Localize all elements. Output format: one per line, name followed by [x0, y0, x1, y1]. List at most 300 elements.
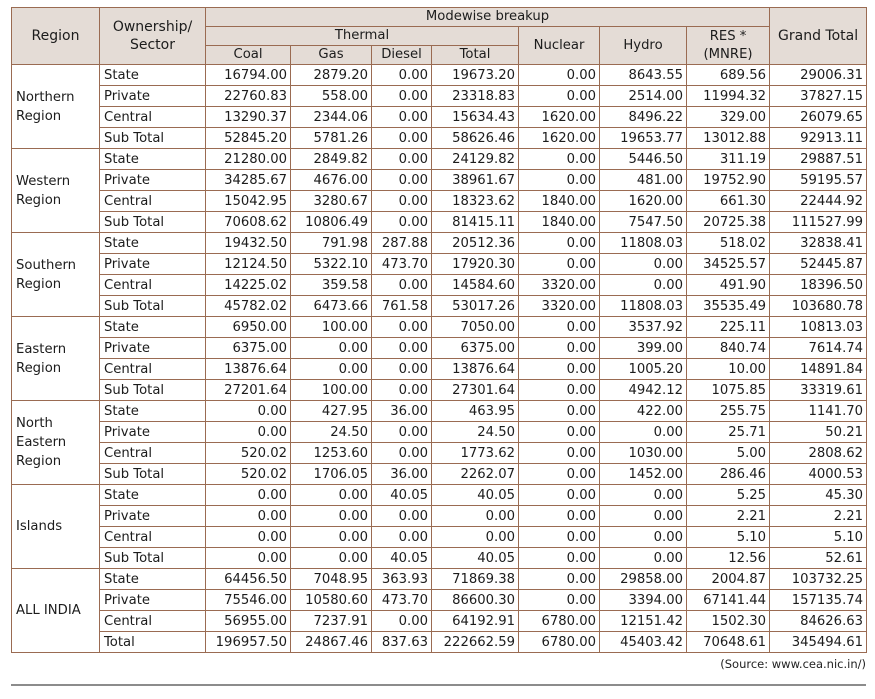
hydro-cell: 5446.50: [600, 149, 687, 170]
res-cell: 518.02: [687, 233, 770, 254]
table-header: [12, 8, 867, 65]
thermal-total-cell: 222662.59: [432, 632, 519, 653]
res-cell: 12.56: [687, 548, 770, 569]
thermal-total-cell: 40.05: [432, 485, 519, 506]
nuclear-cell: 0.00: [519, 548, 600, 569]
res-cell: 34525.57: [687, 254, 770, 275]
table-row: [12, 170, 867, 191]
coal-cell: 520.02: [206, 443, 291, 464]
diesel-cell: 0.00: [372, 128, 432, 149]
thermal-total-cell: 71869.38: [432, 569, 519, 590]
table-row: [12, 464, 867, 485]
res-cell: 10.00: [687, 359, 770, 380]
diesel-cell: 0.00: [372, 107, 432, 128]
table-row: [12, 296, 867, 317]
table-row: [12, 86, 867, 107]
nuclear-cell: 0.00: [519, 149, 600, 170]
modewise-breakup-header: Modewise breakup: [206, 8, 770, 27]
sector-cell: Central: [100, 611, 206, 632]
res-cell: 70648.61: [687, 632, 770, 653]
grand-total-cell: 5.10: [770, 527, 867, 548]
hydro-cell: 29858.00: [600, 569, 687, 590]
res-cell: 1502.30: [687, 611, 770, 632]
sector-cell: State: [100, 149, 206, 170]
gas-cell: 0.00: [291, 506, 372, 527]
diesel-cell: 0.00: [372, 191, 432, 212]
res-cell: 255.75: [687, 401, 770, 422]
sector-cell: State: [100, 569, 206, 590]
thermal-total-header: Total: [432, 46, 519, 65]
sector-cell: Central: [100, 275, 206, 296]
diesel-cell: 0.00: [372, 65, 432, 86]
coal-cell: 56955.00: [206, 611, 291, 632]
gas-cell: 24867.46: [291, 632, 372, 653]
diesel-cell: 36.00: [372, 464, 432, 485]
thermal-header: Thermal: [206, 27, 519, 46]
region-name-cell: Eastern Region: [12, 317, 100, 401]
coal-cell: 6375.00: [206, 338, 291, 359]
hydro-cell: 481.00: [600, 170, 687, 191]
gas-cell: 0.00: [291, 338, 372, 359]
table-row: [12, 548, 867, 569]
table-row: [12, 233, 867, 254]
diesel-cell: 0.00: [372, 443, 432, 464]
thermal-total-cell: 40.05: [432, 548, 519, 569]
sector-cell: Sub Total: [100, 464, 206, 485]
table-row: [12, 149, 867, 170]
diesel-cell: 0.00: [372, 275, 432, 296]
res-cell: 661.30: [687, 191, 770, 212]
region-name-cell: Islands: [12, 485, 100, 569]
thermal-total-cell: 24129.82: [432, 149, 519, 170]
res-mnre-label: RES * (MNRE): [703, 28, 753, 62]
gas-cell: 558.00: [291, 86, 372, 107]
res-cell: 2004.87: [687, 569, 770, 590]
nuclear-cell: 0.00: [519, 338, 600, 359]
diesel-cell: 837.63: [372, 632, 432, 653]
coal-cell: 34285.67: [206, 170, 291, 191]
res-cell: 5.10: [687, 527, 770, 548]
coal-cell: 21280.00: [206, 149, 291, 170]
table-row: [12, 65, 867, 86]
hydro-cell: 3394.00: [600, 590, 687, 611]
grand-total-cell: 92913.11: [770, 128, 867, 149]
coal-cell: 0.00: [206, 506, 291, 527]
installed-capacity-table: [11, 7, 867, 653]
nuclear-cell: 0.00: [519, 422, 600, 443]
grand-total-cell: 157135.74: [770, 590, 867, 611]
diesel-cell: 0.00: [372, 359, 432, 380]
table-row: [12, 359, 867, 380]
gas-cell: 100.00: [291, 380, 372, 401]
gas-cell: 0.00: [291, 527, 372, 548]
grand-total-header: Grand Total: [770, 8, 867, 65]
gas-header: Gas: [291, 46, 372, 65]
grand-total-cell: 1141.70: [770, 401, 867, 422]
sector-cell: Private: [100, 422, 206, 443]
region-name-cell: North Eastern Region: [12, 401, 100, 485]
hydro-cell: 1620.00: [600, 191, 687, 212]
diesel-cell: 36.00: [372, 401, 432, 422]
table-row: [12, 107, 867, 128]
coal-cell: 0.00: [206, 485, 291, 506]
diesel-cell: 363.93: [372, 569, 432, 590]
coal-cell: 6950.00: [206, 317, 291, 338]
thermal-total-cell: 2262.07: [432, 464, 519, 485]
hydro-cell: 7547.50: [600, 212, 687, 233]
grand-total-cell: 59195.57: [770, 170, 867, 191]
table-row: [12, 527, 867, 548]
thermal-total-cell: 15634.43: [432, 107, 519, 128]
nuclear-cell: 0.00: [519, 443, 600, 464]
nuclear-cell: 0.00: [519, 86, 600, 107]
sector-cell: Central: [100, 191, 206, 212]
table-row: [12, 212, 867, 233]
hydro-cell: 399.00: [600, 338, 687, 359]
diesel-cell: 0.00: [372, 380, 432, 401]
table-row: [12, 569, 867, 590]
grand-total-cell: 2808.62: [770, 443, 867, 464]
diesel-header: Diesel: [372, 46, 432, 65]
nuclear-cell: 0.00: [519, 527, 600, 548]
region-name-cell: Southern Region: [12, 233, 100, 317]
gas-cell: 791.98: [291, 233, 372, 254]
grand-total-cell: 84626.63: [770, 611, 867, 632]
grand-total-cell: 29887.51: [770, 149, 867, 170]
table-row: [12, 380, 867, 401]
nuclear-cell: 6780.00: [519, 611, 600, 632]
nuclear-cell: 0.00: [519, 485, 600, 506]
thermal-total-cell: 7050.00: [432, 317, 519, 338]
region-header: Region: [12, 8, 100, 65]
sector-cell: State: [100, 401, 206, 422]
res-cell: 225.11: [687, 317, 770, 338]
diesel-cell: 40.05: [372, 548, 432, 569]
thermal-total-cell: 64192.91: [432, 611, 519, 632]
sector-cell: Central: [100, 359, 206, 380]
sector-cell: State: [100, 485, 206, 506]
grand-total-cell: 103680.78: [770, 296, 867, 317]
coal-cell: 13876.64: [206, 359, 291, 380]
hydro-cell: 45403.42: [600, 632, 687, 653]
res-cell: 491.90: [687, 275, 770, 296]
nuclear-cell: 3320.00: [519, 296, 600, 317]
thermal-total-cell: 20512.36: [432, 233, 519, 254]
table-row: [12, 401, 867, 422]
nuclear-cell: 0.00: [519, 359, 600, 380]
coal-cell: 12124.50: [206, 254, 291, 275]
coal-cell: 45782.02: [206, 296, 291, 317]
gas-cell: 0.00: [291, 485, 372, 506]
res-cell: 840.74: [687, 338, 770, 359]
table-row: [12, 254, 867, 275]
hydro-cell: 0.00: [600, 254, 687, 275]
thermal-total-cell: 13876.64: [432, 359, 519, 380]
grand-total-cell: 52445.87: [770, 254, 867, 275]
hydro-cell: 1452.00: [600, 464, 687, 485]
nuclear-cell: 0.00: [519, 401, 600, 422]
grand-total-cell: 45.30: [770, 485, 867, 506]
coal-cell: 520.02: [206, 464, 291, 485]
gas-cell: 427.95: [291, 401, 372, 422]
gas-cell: 10580.60: [291, 590, 372, 611]
diesel-cell: 0.00: [372, 611, 432, 632]
sector-cell: State: [100, 317, 206, 338]
sector-cell: Private: [100, 254, 206, 275]
thermal-total-cell: 18323.62: [432, 191, 519, 212]
thermal-total-cell: 24.50: [432, 422, 519, 443]
thermal-total-cell: 23318.83: [432, 86, 519, 107]
hydro-cell: 0.00: [600, 506, 687, 527]
gas-cell: 10806.49: [291, 212, 372, 233]
grand-total-cell: 37827.15: [770, 86, 867, 107]
hydro-cell: 1030.00: [600, 443, 687, 464]
grand-total-cell: 345494.61: [770, 632, 867, 653]
nuclear-cell: 0.00: [519, 380, 600, 401]
gas-cell: 359.58: [291, 275, 372, 296]
gas-cell: 7237.91: [291, 611, 372, 632]
res-cell: 20725.38: [687, 212, 770, 233]
thermal-total-cell: 81415.11: [432, 212, 519, 233]
res-cell: 311.19: [687, 149, 770, 170]
sector-cell: Private: [100, 338, 206, 359]
gas-cell: 5781.26: [291, 128, 372, 149]
res-cell: 286.46: [687, 464, 770, 485]
table-row: [12, 317, 867, 338]
thermal-total-cell: 86600.30: [432, 590, 519, 611]
nuclear-cell: 0.00: [519, 254, 600, 275]
region-name-cell: ALL INDIA: [12, 569, 100, 653]
nuclear-cell: 1840.00: [519, 212, 600, 233]
gas-cell: 0.00: [291, 548, 372, 569]
sector-cell: Sub Total: [100, 548, 206, 569]
diesel-cell: 287.88: [372, 233, 432, 254]
hydro-cell: 0.00: [600, 422, 687, 443]
source-note: (Source: www.cea.nic.in/): [720, 657, 866, 671]
res-cell: 11994.32: [687, 86, 770, 107]
grand-total-cell: 22444.92: [770, 191, 867, 212]
bottom-rule: [11, 684, 866, 686]
gas-cell: 7048.95: [291, 569, 372, 590]
sector-cell: State: [100, 233, 206, 254]
coal-cell: 15042.95: [206, 191, 291, 212]
hydro-cell: 3537.92: [600, 317, 687, 338]
hydro-cell: 0.00: [600, 275, 687, 296]
diesel-cell: 0.00: [372, 527, 432, 548]
thermal-total-cell: 19673.20: [432, 65, 519, 86]
gas-cell: 6473.66: [291, 296, 372, 317]
gas-cell: 5322.10: [291, 254, 372, 275]
ownership-sector-header: [100, 8, 206, 65]
hydro-cell: 0.00: [600, 548, 687, 569]
sector-cell: State: [100, 65, 206, 86]
grand-total-cell: 111527.99: [770, 212, 867, 233]
coal-cell: 0.00: [206, 422, 291, 443]
sector-cell: Sub Total: [100, 380, 206, 401]
hydro-cell: 8496.22: [600, 107, 687, 128]
grand-total-cell: 7614.74: [770, 338, 867, 359]
diesel-cell: 761.58: [372, 296, 432, 317]
coal-cell: 70608.62: [206, 212, 291, 233]
sector-cell: Total: [100, 632, 206, 653]
nuclear-cell: 1620.00: [519, 128, 600, 149]
table-row: [12, 590, 867, 611]
coal-cell: 19432.50: [206, 233, 291, 254]
hydro-cell: 12151.42: [600, 611, 687, 632]
table-row: [12, 422, 867, 443]
hydro-cell: 8643.55: [600, 65, 687, 86]
diesel-cell: 0.00: [372, 212, 432, 233]
coal-cell: 52845.20: [206, 128, 291, 149]
coal-cell: 14225.02: [206, 275, 291, 296]
region-name-cell: Northern Region: [12, 65, 100, 149]
hydro-cell: 422.00: [600, 401, 687, 422]
grand-total-cell: 33319.61: [770, 380, 867, 401]
gas-cell: 1253.60: [291, 443, 372, 464]
hydro-cell: 11808.03: [600, 296, 687, 317]
table-row: [12, 275, 867, 296]
res-mnre-header: [687, 27, 770, 65]
thermal-total-cell: 17920.30: [432, 254, 519, 275]
gas-cell: 100.00: [291, 317, 372, 338]
sector-cell: Private: [100, 590, 206, 611]
coal-cell: 0.00: [206, 401, 291, 422]
res-cell: 689.56: [687, 65, 770, 86]
res-cell: 25.71: [687, 422, 770, 443]
nuclear-cell: 0.00: [519, 233, 600, 254]
nuclear-cell: 0.00: [519, 506, 600, 527]
grand-total-cell: 52.61: [770, 548, 867, 569]
thermal-total-cell: 1773.62: [432, 443, 519, 464]
grand-total-cell: 26079.65: [770, 107, 867, 128]
nuclear-cell: 3320.00: [519, 275, 600, 296]
thermal-total-cell: 0.00: [432, 527, 519, 548]
nuclear-header: Nuclear: [519, 27, 600, 65]
grand-total-cell: 2.21: [770, 506, 867, 527]
nuclear-cell: 1620.00: [519, 107, 600, 128]
gas-cell: 0.00: [291, 359, 372, 380]
table-row: [12, 611, 867, 632]
hydro-header: Hydro: [600, 27, 687, 65]
diesel-cell: 0.00: [372, 317, 432, 338]
sector-cell: Private: [100, 170, 206, 191]
coal-cell: 0.00: [206, 548, 291, 569]
gas-cell: 2849.82: [291, 149, 372, 170]
sector-cell: Central: [100, 443, 206, 464]
hydro-cell: 19653.77: [600, 128, 687, 149]
sector-cell: Central: [100, 527, 206, 548]
diesel-cell: 0.00: [372, 338, 432, 359]
nuclear-cell: 0.00: [519, 590, 600, 611]
diesel-cell: 40.05: [372, 485, 432, 506]
region-name-cell: Western Region: [12, 149, 100, 233]
thermal-total-cell: 14584.60: [432, 275, 519, 296]
diesel-cell: 473.70: [372, 254, 432, 275]
table-body: [12, 65, 867, 653]
coal-cell: 64456.50: [206, 569, 291, 590]
coal-cell: 27201.64: [206, 380, 291, 401]
gas-cell: 4676.00: [291, 170, 372, 191]
grand-total-cell: 50.21: [770, 422, 867, 443]
nuclear-cell: 6780.00: [519, 632, 600, 653]
res-cell: 2.21: [687, 506, 770, 527]
nuclear-cell: 0.00: [519, 569, 600, 590]
table-row: [12, 506, 867, 527]
table-row: [12, 485, 867, 506]
diesel-cell: 0.00: [372, 86, 432, 107]
gas-cell: 2879.20: [291, 65, 372, 86]
hydro-cell: 1005.20: [600, 359, 687, 380]
gas-cell: 1706.05: [291, 464, 372, 485]
grand-total-cell: 14891.84: [770, 359, 867, 380]
res-cell: 13012.88: [687, 128, 770, 149]
table-row: [12, 338, 867, 359]
nuclear-cell: 0.00: [519, 170, 600, 191]
grand-total-cell: 4000.53: [770, 464, 867, 485]
grand-total-cell: 32838.41: [770, 233, 867, 254]
gas-cell: 2344.06: [291, 107, 372, 128]
thermal-total-cell: 58626.46: [432, 128, 519, 149]
thermal-total-cell: 53017.26: [432, 296, 519, 317]
table-row: [12, 443, 867, 464]
nuclear-cell: 0.00: [519, 65, 600, 86]
hydro-cell: 0.00: [600, 485, 687, 506]
hydro-cell: 0.00: [600, 527, 687, 548]
coal-cell: 0.00: [206, 527, 291, 548]
thermal-total-cell: 0.00: [432, 506, 519, 527]
thermal-total-cell: 6375.00: [432, 338, 519, 359]
coal-cell: 13290.37: [206, 107, 291, 128]
coal-cell: 196957.50: [206, 632, 291, 653]
grand-total-cell: 103732.25: [770, 569, 867, 590]
coal-cell: 75546.00: [206, 590, 291, 611]
res-cell: 329.00: [687, 107, 770, 128]
diesel-cell: 0.00: [372, 422, 432, 443]
nuclear-cell: 0.00: [519, 464, 600, 485]
coal-cell: 22760.83: [206, 86, 291, 107]
table-row: [12, 128, 867, 149]
sector-cell: Sub Total: [100, 296, 206, 317]
gas-cell: 3280.67: [291, 191, 372, 212]
res-cell: 67141.44: [687, 590, 770, 611]
diesel-cell: 473.70: [372, 590, 432, 611]
capacity-table-container: [11, 7, 866, 653]
diesel-cell: 0.00: [372, 170, 432, 191]
sector-cell: Sub Total: [100, 212, 206, 233]
hydro-cell: 2514.00: [600, 86, 687, 107]
table-row: [12, 191, 867, 212]
hydro-cell: 4942.12: [600, 380, 687, 401]
res-cell: 5.25: [687, 485, 770, 506]
thermal-total-cell: 38961.67: [432, 170, 519, 191]
res-cell: 5.00: [687, 443, 770, 464]
diesel-cell: 0.00: [372, 149, 432, 170]
table-row: [12, 632, 867, 653]
sector-cell: Central: [100, 107, 206, 128]
thermal-total-cell: 27301.64: [432, 380, 519, 401]
grand-total-cell: 10813.03: [770, 317, 867, 338]
res-cell: 1075.85: [687, 380, 770, 401]
ownership-sector-label: Ownership/ Sector: [112, 19, 193, 53]
sector-cell: Private: [100, 506, 206, 527]
grand-total-cell: 18396.50: [770, 275, 867, 296]
diesel-cell: 0.00: [372, 506, 432, 527]
res-cell: 19752.90: [687, 170, 770, 191]
hydro-cell: 11808.03: [600, 233, 687, 254]
grand-total-cell: 29006.31: [770, 65, 867, 86]
res-cell: 35535.49: [687, 296, 770, 317]
nuclear-cell: 0.00: [519, 317, 600, 338]
